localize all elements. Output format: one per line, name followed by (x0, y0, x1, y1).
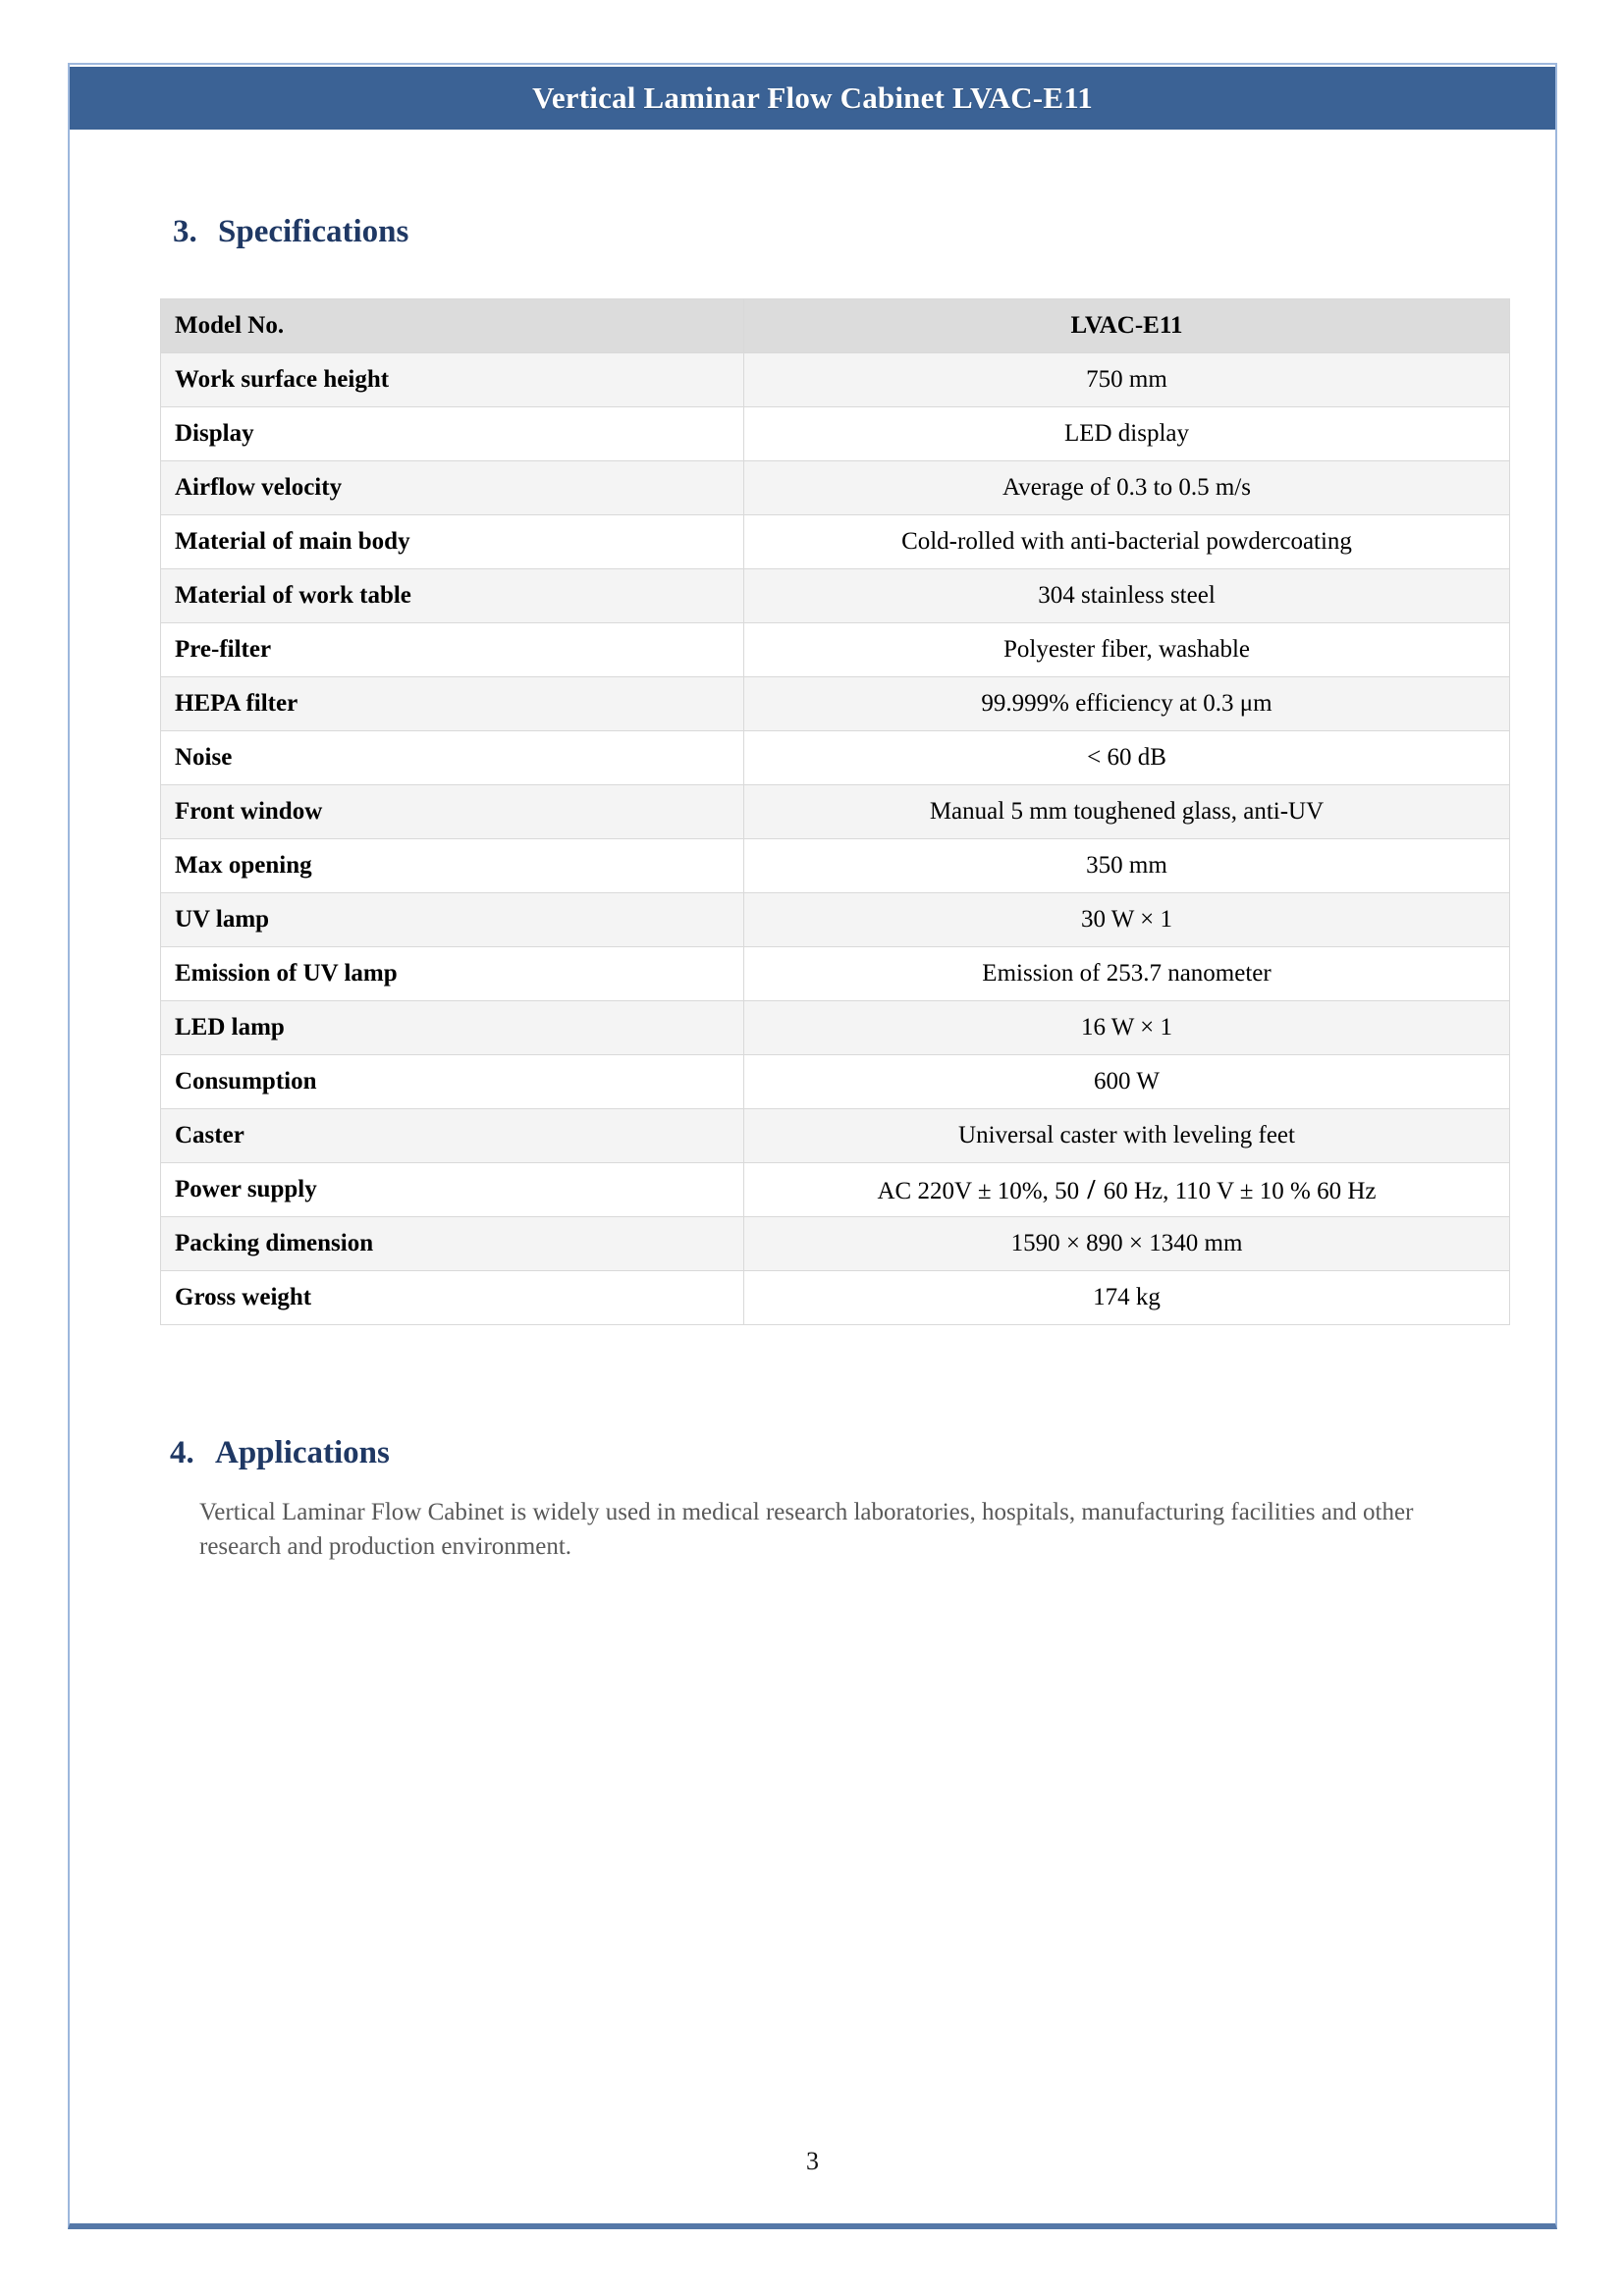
document-title-banner (70, 67, 1555, 130)
table-row (161, 1109, 1510, 1163)
table-row (161, 1217, 1510, 1271)
table-row (161, 839, 1510, 893)
table-row (161, 1163, 1510, 1217)
spec-key-cell: UV lamp (161, 893, 744, 947)
spec-value-cell: 600 W (744, 1055, 1510, 1109)
table-row (161, 1271, 1510, 1325)
spec-key-cell: Noise (161, 731, 744, 785)
spec-key-cell: Display (161, 407, 744, 461)
table-row (161, 947, 1510, 1001)
spec-key-cell: Consumption (161, 1055, 744, 1109)
spec-key-cell: Emission of UV lamp (161, 947, 744, 1001)
spec-key-cell: Work surface height (161, 353, 744, 407)
page-number-footer: 3 (806, 2147, 819, 2175)
spec-key-cell: Packing dimension (161, 1217, 744, 1271)
spec-key-cell: Material of main body (161, 515, 744, 569)
spec-key-cell: Gross weight (161, 1271, 744, 1325)
table-row (161, 515, 1510, 569)
spec-value-cell: Universal caster with leveling feet (744, 1109, 1510, 1163)
spec-key-cell: Caster (161, 1109, 744, 1163)
spec-value-cell: Emission of 253.7 nanometer (744, 947, 1510, 1001)
spec-key-cell: Pre-filter (161, 623, 744, 677)
page-title: Vertical Laminar Flow Cabinet LVAC-E11 (532, 80, 1093, 115)
spec-value-cell: AC 220V ± 10%, 50 / 60 Hz, 110 V ± 10 % 60 Hz (744, 1163, 1510, 1217)
section-heading-applications (170, 1435, 390, 1471)
table-row (161, 1001, 1510, 1055)
spec-value-cell: Polyester fiber, washable (744, 623, 1510, 677)
spec-value-cell: Manual 5 mm toughened glass, anti-UV (744, 785, 1510, 839)
spec-value-cell: 304 stainless steel (744, 569, 1510, 623)
spec-value-cell: 750 mm (744, 353, 1510, 407)
table-row (161, 1055, 1510, 1109)
power-supply-slash: / (1087, 1173, 1096, 1205)
spec-value-cell: 174 kg (744, 1271, 1510, 1325)
spec-value-cell: 16 W × 1 (744, 1001, 1510, 1055)
spec-key-cell: Material of work table (161, 569, 744, 623)
spec-key-cell: Airflow velocity (161, 461, 744, 515)
specifications-table (160, 298, 1510, 1325)
table-row (161, 461, 1510, 515)
applications-paragraph: Vertical Laminar Flow Cabinet is widely used in medical research laboratories, hospitals, manufacturing facilities and other research and production environment. (199, 1499, 1414, 1560)
table-row (161, 893, 1510, 947)
section-number-applications: 4. (170, 1435, 194, 1470)
table-row (161, 731, 1510, 785)
table-row (161, 677, 1510, 731)
table-row (161, 569, 1510, 623)
spec-key-cell: Power supply (161, 1163, 744, 1217)
spec-value-cell: LED display (744, 407, 1510, 461)
spec-value-cell: 99.999% efficiency at 0.3 μm (744, 677, 1510, 731)
section-title-specifications: Specifications (218, 214, 409, 249)
spec-value-cell: 350 mm (744, 839, 1510, 893)
spec-value-cell: Cold-rolled with anti-bacterial powdercoating (744, 515, 1510, 569)
spec-key-cell: Model No. (161, 299, 744, 353)
table-row (161, 623, 1510, 677)
spec-value-cell: < 60 dB (744, 731, 1510, 785)
spec-value-cell: 30 W × 1 (744, 893, 1510, 947)
table-row (161, 785, 1510, 839)
section-number-specifications: 3. (173, 214, 197, 249)
spec-value-cell: 1590 × 890 × 1340 mm (744, 1217, 1510, 1271)
spec-key-cell: LED lamp (161, 1001, 744, 1055)
spec-value-cell: LVAC-E11 (744, 299, 1510, 353)
specifications-table-body (161, 299, 1510, 1325)
section-heading-specifications (173, 214, 408, 250)
spec-key-cell: Front window (161, 785, 744, 839)
spec-value-cell: Average of 0.3 to 0.5 m/s (744, 461, 1510, 515)
table-row (161, 407, 1510, 461)
table-row (161, 353, 1510, 407)
section-title-applications: Applications (215, 1435, 390, 1470)
spec-key-cell: HEPA filter (161, 677, 744, 731)
spec-key-cell: Max opening (161, 839, 744, 893)
table-row (161, 299, 1510, 353)
